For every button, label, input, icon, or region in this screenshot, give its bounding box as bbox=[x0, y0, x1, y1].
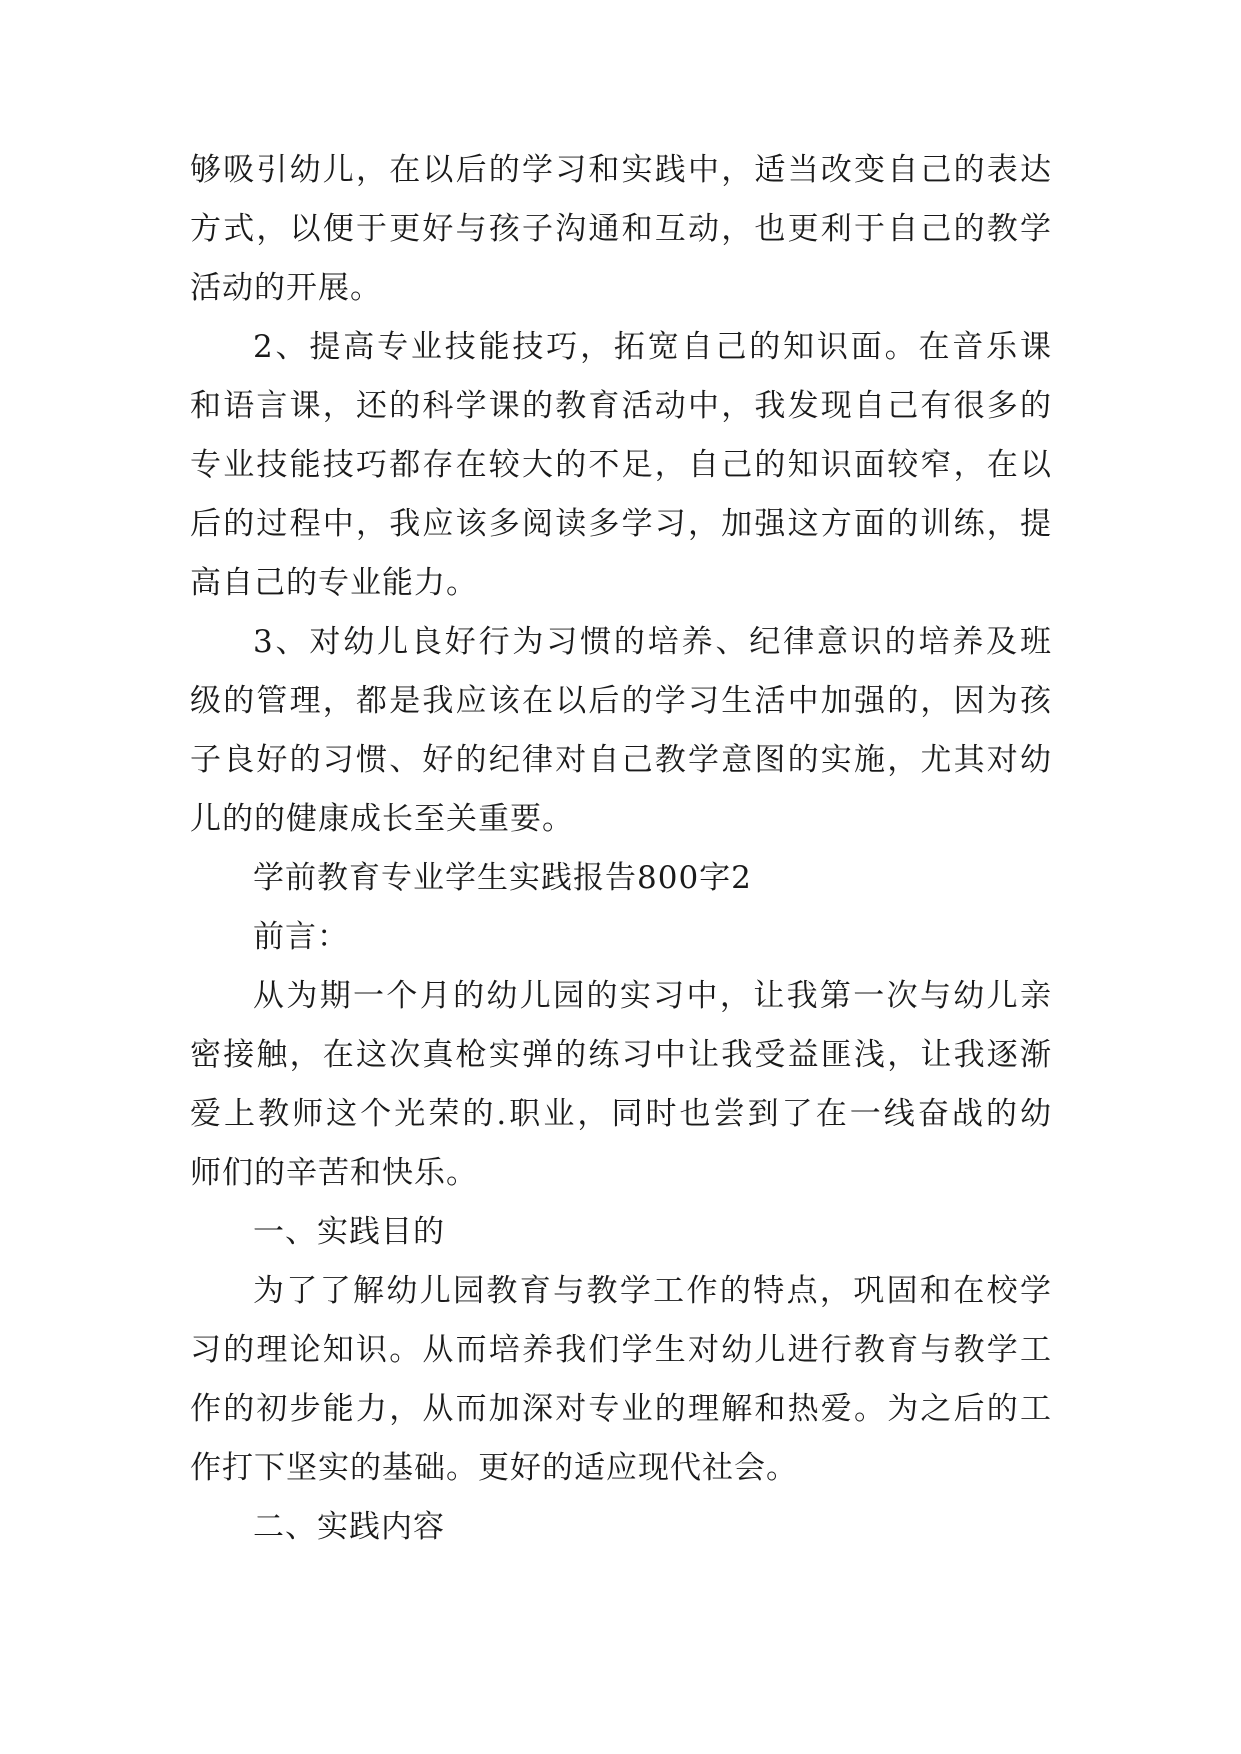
text-line: 儿的的健康成长至关重要。 bbox=[190, 801, 574, 837]
text-line: 后的过程中，我应该多阅读多学习，加强这方面的训练，提 bbox=[190, 506, 1052, 542]
text-line: 密接触，在这次真枪实弹的练习中让我受益匪浅，让我逐渐 bbox=[190, 1037, 1052, 1073]
text-line: 方式，以便于更好与孩子沟通和互动，也更利于自己的教学 bbox=[190, 211, 1052, 247]
text-line: 师们的辛苦和快乐。 bbox=[190, 1155, 478, 1191]
text-line: 3、对幼儿良好行为习惯的培养、纪律意识的培养及班 bbox=[253, 624, 1052, 660]
text-line: 级的管理，都是我应该在以后的学习生活中加强的，因为孩 bbox=[190, 683, 1052, 719]
text-line: 和语言课，还的科学课的教育活动中，我发现自己有很多的 bbox=[190, 388, 1052, 424]
text-line: 够吸引幼儿，在以后的学习和实践中，适当改变自己的表达 bbox=[190, 152, 1052, 188]
section-title: 学前教育专业学生实践报告800字2 bbox=[253, 860, 752, 896]
text-line: 从为期一个月的幼儿园的实习中，让我第一次与幼儿亲 bbox=[253, 978, 1052, 1014]
text-line: 作的初步能力，从而加深对专业的理解和热爱。为之后的工 bbox=[190, 1391, 1052, 1427]
text-line: 作打下坚实的基础。更好的适应现代社会。 bbox=[190, 1450, 798, 1486]
section-heading: 一、实践目的 bbox=[253, 1214, 445, 1250]
text-line: 习的理论知识。从而培养我们学生对幼儿进行教育与教学工 bbox=[190, 1332, 1052, 1368]
text-line: 爱上教师这个光荣的.职业，同时也尝到了在一线奋战的幼 bbox=[190, 1096, 1052, 1132]
text-line: 高自己的专业能力。 bbox=[190, 565, 478, 601]
text-line: 专业技能技巧都存在较大的不足，自己的知识面较窄，在以 bbox=[190, 447, 1052, 483]
text-line: 2、提高专业技能技巧，拓宽自己的知识面。在音乐课 bbox=[253, 329, 1052, 365]
text-line: 子良好的习惯、好的纪律对自己教学意图的实施，尤其对幼 bbox=[190, 742, 1052, 778]
text-line: 活动的开展。 bbox=[190, 270, 382, 306]
section-heading: 前言： bbox=[253, 919, 349, 955]
section-heading: 二、实践内容 bbox=[253, 1509, 445, 1545]
text-line: 为了了解幼儿园教育与教学工作的特点，巩固和在校学 bbox=[253, 1273, 1052, 1309]
